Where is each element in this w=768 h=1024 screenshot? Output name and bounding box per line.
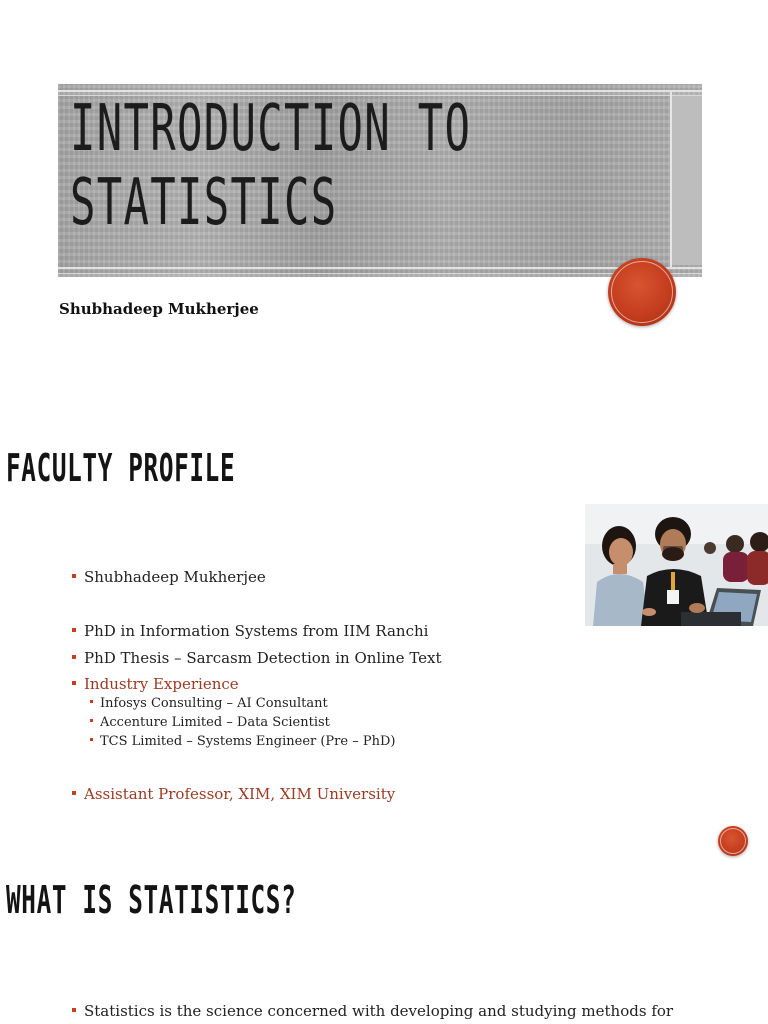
- list-item-text: Statistics is the science concerned with developing and studying methods for: [84, 1002, 674, 1020]
- slide-title-line-1: INTRODUCTION TO: [70, 92, 472, 166]
- title-band-strip: [672, 96, 702, 265]
- photo-illustration: [585, 504, 768, 626]
- list-item: [72, 568, 266, 586]
- frame-line: [670, 92, 672, 267]
- section-heading-faculty: FACULTY PROFILE: [6, 446, 236, 490]
- bullet-square-icon: [72, 655, 76, 659]
- frame-line: [58, 273, 702, 274]
- sub-list-item: [90, 715, 330, 730]
- bullet-square-icon: [72, 791, 76, 795]
- bullet-square-icon: [72, 1008, 76, 1012]
- bullet-square-icon: [72, 681, 76, 685]
- bullet-square-icon: [90, 700, 93, 703]
- list-item-text: PhD Thesis – Sarcasm Detection in Online Text: [84, 649, 442, 667]
- list-item: [72, 622, 428, 640]
- presenter-name: Shubhadeep Mukherjee: [59, 300, 259, 318]
- badge-circle-icon: [718, 826, 748, 856]
- sub-list-item: [90, 734, 395, 749]
- list-item-text: PhD in Information Systems from IIM Ranchi: [84, 622, 429, 640]
- bullet-square-icon: [72, 628, 76, 632]
- bullet-square-icon: [90, 738, 93, 741]
- list-item-text: Industry Experience: [84, 675, 239, 693]
- list-item: [72, 649, 442, 667]
- sub-list-item-text: Infosys Consulting – AI Consultant: [100, 696, 328, 711]
- slide-title: [70, 92, 472, 240]
- badge-circle-icon: [608, 258, 676, 326]
- bullet-square-icon: [72, 574, 76, 578]
- slide-title-line-2: STATISTICS: [70, 166, 338, 240]
- title-band: [58, 84, 702, 277]
- sub-list-item: [90, 696, 328, 711]
- list-item: [72, 785, 395, 803]
- section-heading-what-is-statistics: WHAT IS STATISTICS?: [6, 878, 297, 922]
- list-item-text: Assistant Professor, XIM, XIM University: [84, 785, 396, 803]
- list-item: [72, 1002, 673, 1020]
- list-item: [72, 675, 239, 693]
- faculty-photo: [585, 504, 768, 626]
- sub-list-item-text: Accenture Limited – Data Scientist: [100, 715, 330, 730]
- bullet-square-icon: [90, 719, 93, 722]
- list-item-text: Shubhadeep Mukherjee: [84, 568, 266, 586]
- frame-line: [58, 267, 702, 269]
- sub-list-item-text: TCS Limited – Systems Engineer (Pre – PhD): [100, 734, 396, 749]
